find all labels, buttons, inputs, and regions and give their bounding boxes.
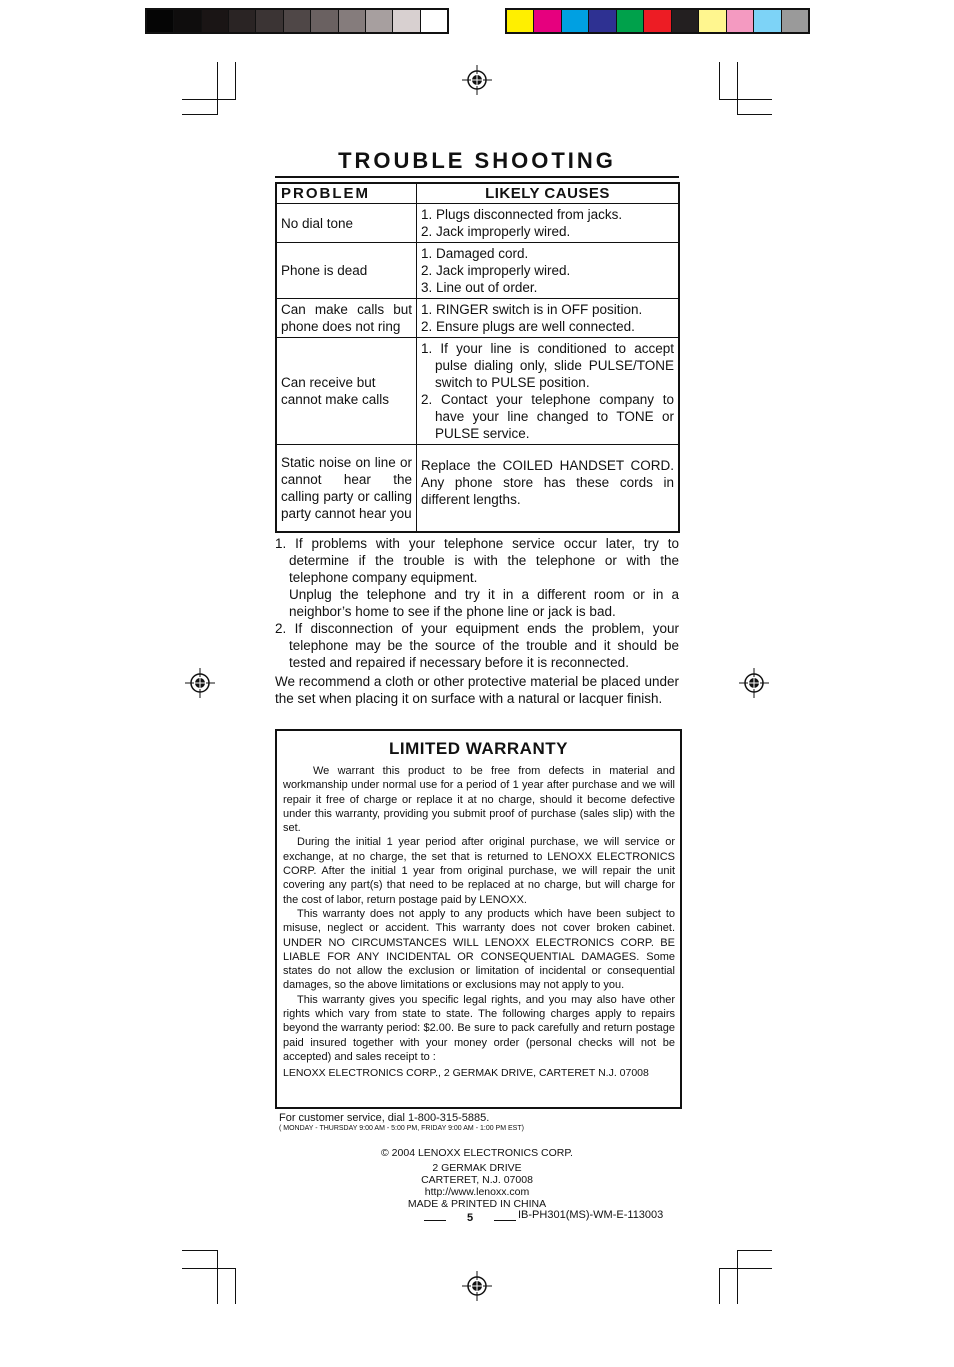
cause-item: 2. Contact your telephone company to have your line changed to TONE or PULSE service. [421,392,674,441]
limited-warranty-box [275,729,682,1109]
registration-mark-bottom [462,1271,492,1301]
causes-cell [417,445,680,532]
color-bar [505,8,810,34]
footer-made-in: MADE & PRINTED IN CHINA [407,1198,547,1210]
service-hours: ( MONDAY - THURSDAY 9:00 AM - 5:00 PM, FRIDAY 9:00 AM - 1:00 PM EST) [279,1125,524,1132]
warranty-body [283,764,675,1081]
color-swatch [534,10,561,32]
note-item-1-detail: Unplug the telephone and try it in a different room or in a neighbor’s home to see if the phone line or jack is bad. [289,587,679,619]
color-swatch [507,10,534,32]
warranty-heading: LIMITED WARRANTY [389,739,568,758]
problem-cell: Static noise on line or cannot hear the calling party or calling party cannot hear you [276,445,417,532]
note-item-2: 2. If disconnection of your equipment ends the problem, your telephone may be the source of the trouble and it should be tested and repaired if necessary before it is reconnected. [275,621,679,670]
warranty-address: LENOXX ELECTRONICS CORP., 2 GERMAK DRIVE, CARTERET N.J. 07008 [283,1067,649,1080]
problem-cell: Phone is dead [276,243,417,299]
header-likely-causes: LIKELY CAUSES [417,183,680,204]
troubleshooting-notes [275,535,679,707]
gray-swatch [393,10,420,32]
gray-swatch [366,10,393,32]
title-rule [275,176,679,178]
cause-item: 2. Jack improperly wired. [421,263,571,278]
registration-mark-top [462,65,492,95]
cause-item: 2. Jack improperly wired. [421,224,571,239]
problem-cell: Can receive but cannot make calls [276,338,417,445]
color-swatch [562,10,589,32]
cause-item: 1. RINGER switch is in OFF position. [421,302,643,317]
color-swatch [589,10,616,32]
document-code: IB-PH301(MS)-WM-E-113003 [518,1209,664,1221]
gray-swatch [256,10,283,32]
color-swatch [727,10,754,32]
gray-swatch [339,10,366,32]
cause-item: 1. Damaged cord. [421,246,529,261]
cause-item: 2. Ensure plugs are well connected. [421,319,635,334]
grayscale-bar [145,8,449,34]
protective-material-note: We recommend a cloth or other protective material be placed under the set when placing it on surface with a natural or lacquer finish. [275,674,679,706]
gray-swatch [311,10,338,32]
gray-swatch [421,10,447,32]
page-number: 5 [440,1212,500,1224]
color-swatch [699,10,726,32]
warranty-paragraph: During the initial 1 year period after original purchase, we will service or exchange, at no charge, the set that is returned to LENOXX ELECTRONICS CORP. After the initial 1 year from original purchase, we will repair the unit covering any part(s) that need to be replaced at no charge, but will charge for the cost of labor, return postage paid by LENOXX. [283,836,675,906]
causes-cell [417,204,680,243]
gray-swatch [174,10,201,32]
table-row [276,338,679,445]
color-swatch [782,10,808,32]
warranty-paragraph: We warrant this product to be free from defects in material and workmanship under normal use for a period of 1 year after purchase and we will repair it free of charge or replace it at no charge, should it become defective under this warranty, providing you submit proof of purchase (sales slip) with the set. [283,765,675,835]
footer-street: 2 GERMAK DRIVE [432,1162,522,1174]
gray-swatch [147,10,174,32]
copyright: © 2004 LENOXX ELECTRONICS CORP. [381,1147,573,1159]
troubleshooting-table [275,182,680,533]
header-problem: PROBLEM [276,183,417,204]
gray-swatch [202,10,229,32]
registration-mark-left [185,668,215,698]
registration-mark-right [739,668,769,698]
gray-swatch [284,10,311,32]
causes-cell [417,243,680,299]
table-row [276,243,679,299]
causes-cell [417,299,680,338]
color-swatch [754,10,781,32]
table-row [276,445,679,532]
footer-city: CARTERET, N.J. 07008 [421,1174,533,1186]
warranty-paragraph: This warranty gives you specific legal rights, and you may also have other rights which vary from state to state. The following charges apply to repairs beyond the warranty period: $2.00. Be sure to pack carefully and return postage paid insured together with your money order (personal checks will not be accepted) and sales receipt to : [283,993,675,1063]
customer-service-line: For customer service, dial 1-800-315-5885. [279,1112,490,1124]
table-row [276,204,679,243]
problem-cell: Can make calls but phone does not ring [276,299,417,338]
cause-item: 1. If your line is conditioned to accept pulse dialing only, slide PULSE/TONE switch to PULSE position. [421,341,674,390]
cause-item: 3. Line out of order. [421,280,538,295]
note-item-1: 1. If problems with your telephone service occur later, try to determine if the trouble is with the telephone or with the telephone company equipment. [275,536,679,585]
page-title: TROUBLE SHOOTING [338,148,616,173]
color-swatch [617,10,644,32]
warranty-paragraph: This warranty does not apply to any products which have been subject to misuse, neglect or accident. This warranty does not cover broken cabinet. UNDER NO CIRCUMSTANCES WILL LENOXX ELECTRONICS CORP. BE LIABLE FOR ANY INCIDENTAL OR CONSEQUENTIAL DAMAGES. Some states do not allow the exclusion or limitation of incidental or consequential damages, so the above limitations or exclusions may not apply to you. [283,907,675,992]
color-swatch [644,10,671,32]
problem-cell: No dial tone [276,204,417,243]
color-swatch [672,10,699,32]
gray-swatch [229,10,256,32]
table-header-row [276,183,679,204]
table-row [276,299,679,338]
cause-item: Replace the COILED HANDSET CORD. Any phone store has these cords in different lengths. [421,458,674,507]
cause-item: 1. Plugs disconnected from jacks. [421,207,623,222]
causes-cell [417,338,680,445]
footer-url: http://www.lenoxx.com [424,1186,530,1198]
